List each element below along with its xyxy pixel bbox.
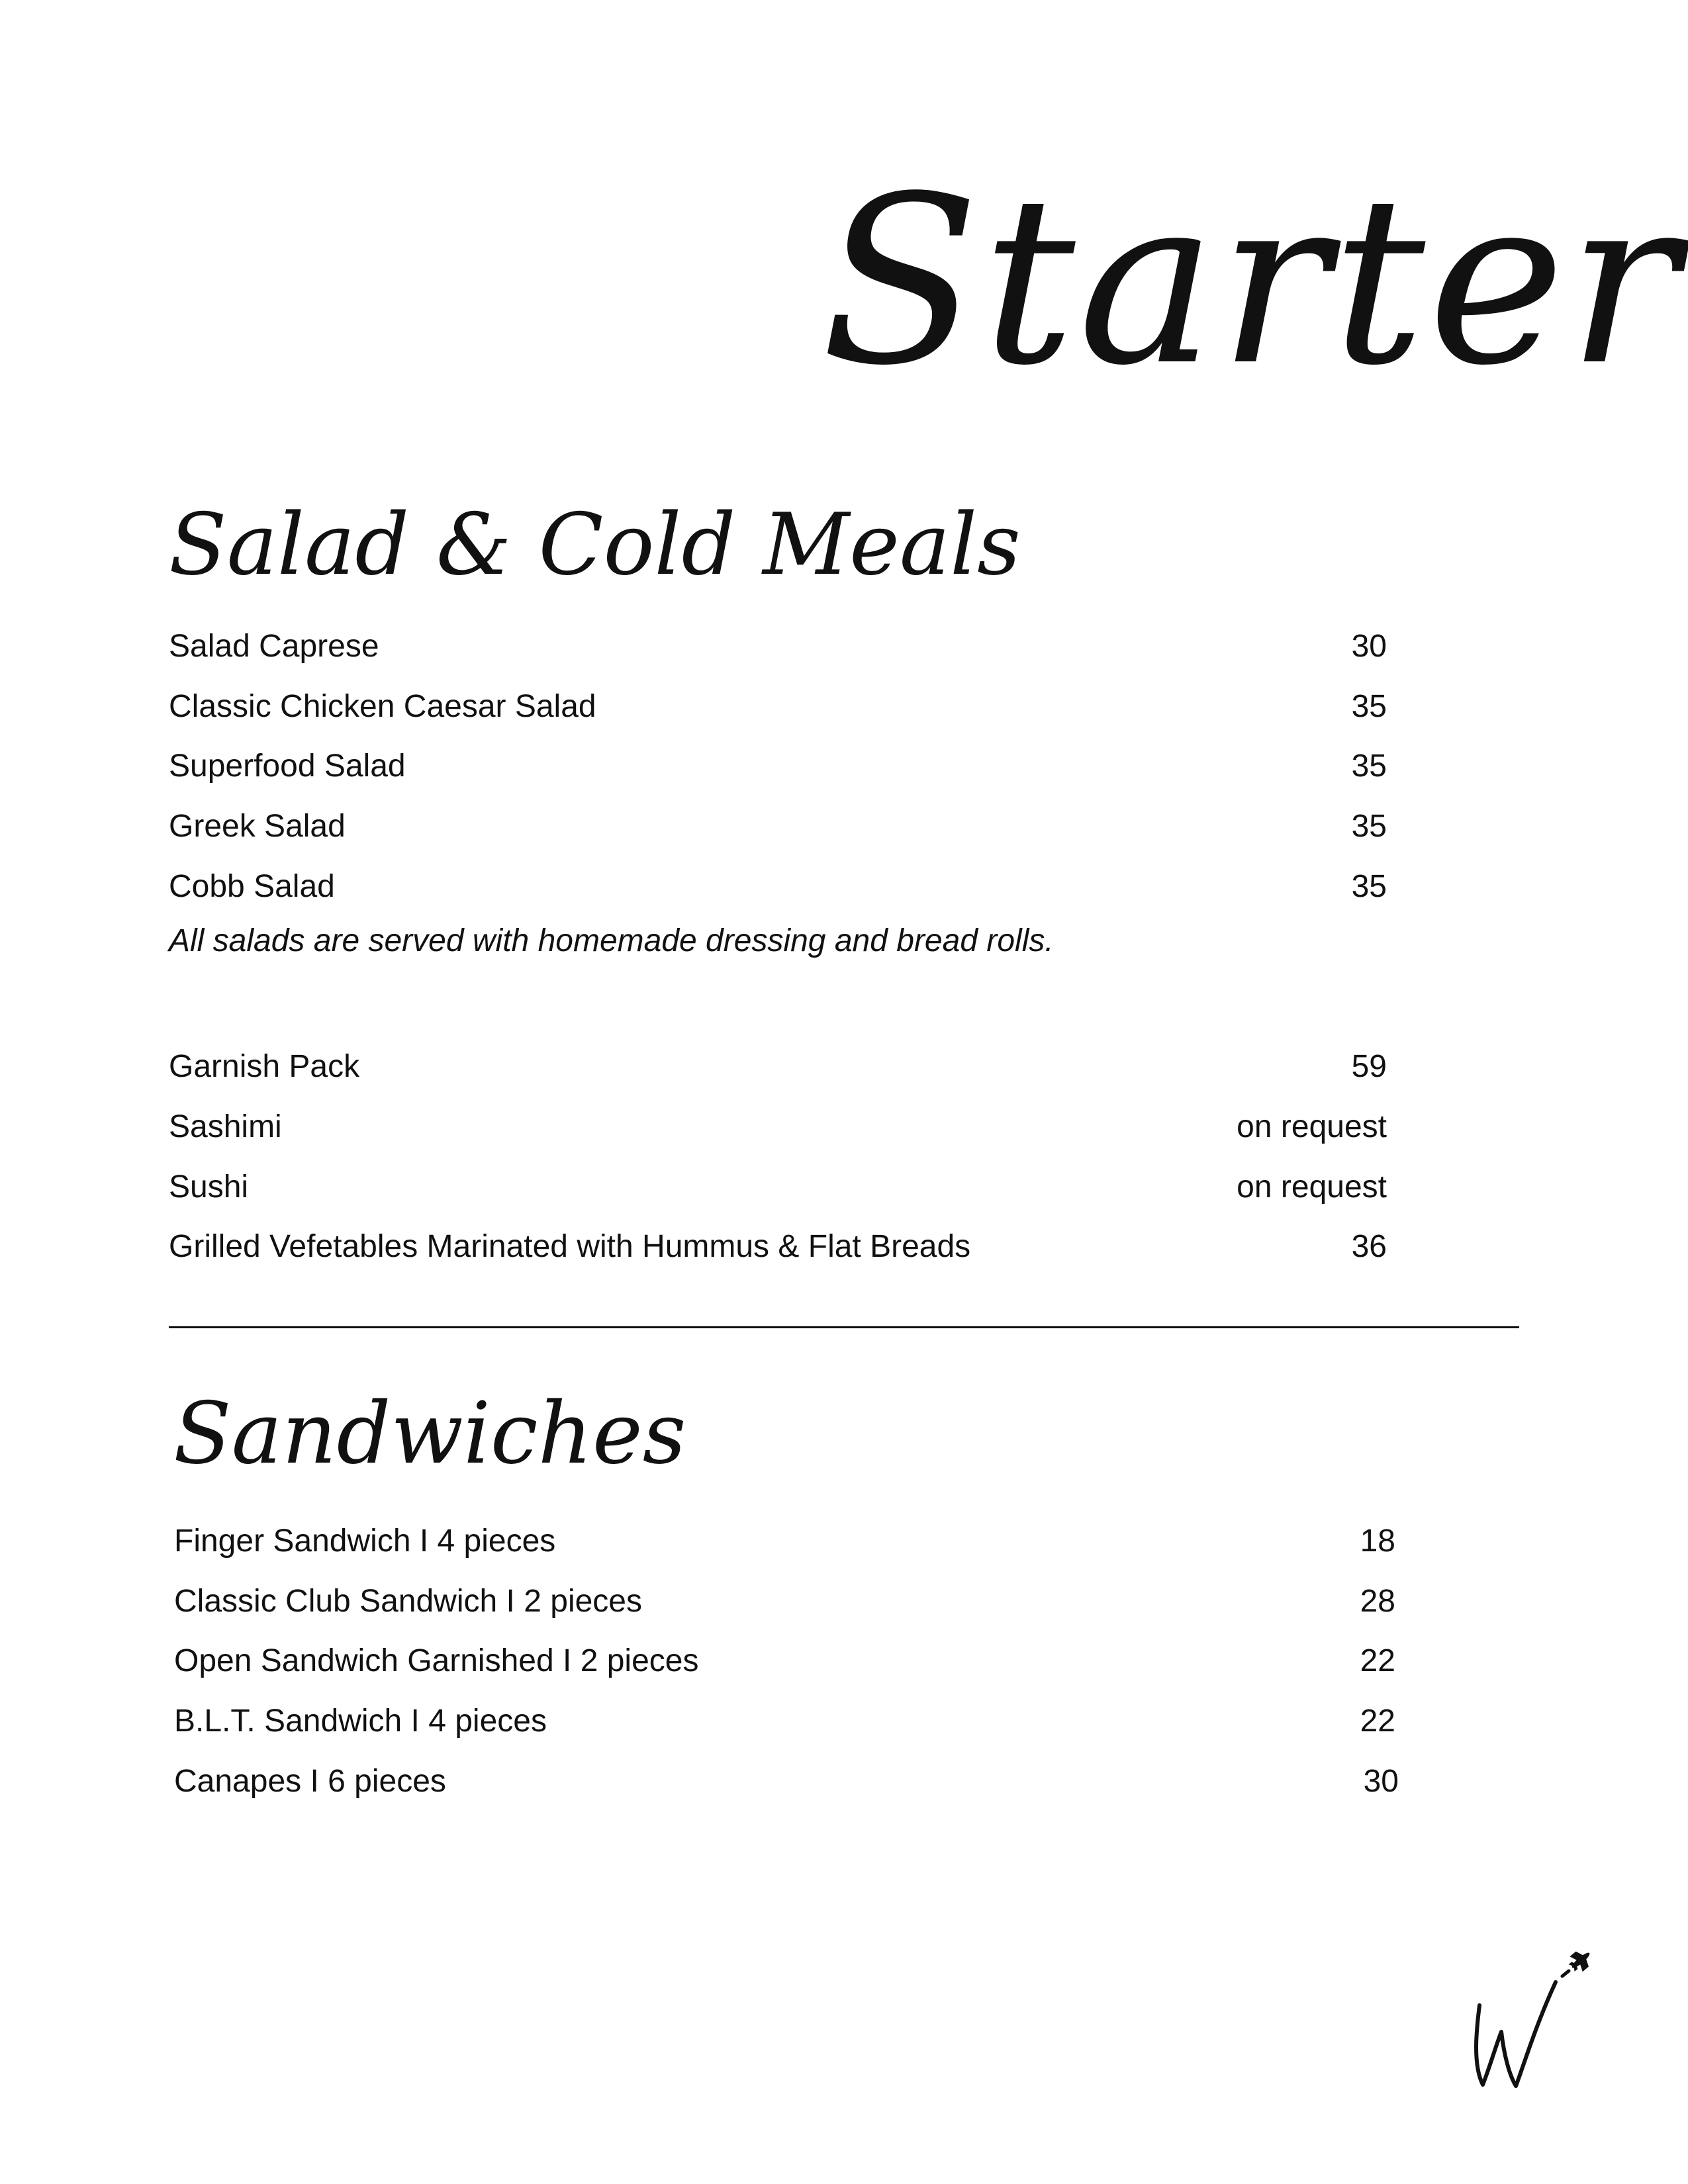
page-title: Starter [821, 146, 1681, 416]
menu-item-name: Garnish Pack [169, 1049, 360, 1084]
menu-item-price: 22 [1360, 1643, 1395, 1678]
menu-item-price: 35 [1351, 749, 1387, 784]
section-title-salads: Salad & Cold Meals [169, 496, 1021, 594]
menu-item-price: 59 [1351, 1049, 1387, 1084]
menu-item [169, 866, 1387, 908]
menu-item-name: Classic Chicken Caesar Salad [169, 689, 596, 724]
menu-item-price: on request [1237, 1169, 1387, 1205]
menu-item-name: Finger Sandwich I 4 pieces [174, 1524, 556, 1559]
menu-item-price: 35 [1351, 809, 1387, 844]
menu-item-name: Sashimi [169, 1109, 282, 1144]
menu-item-name: B.L.T. Sandwich I 4 pieces [174, 1704, 547, 1739]
menu-item-price: 18 [1360, 1524, 1395, 1559]
menu-item-name: Classic Club Sandwich I 2 pieces [174, 1584, 642, 1619]
menu-item-price: 35 [1351, 689, 1387, 724]
section-divider [169, 1326, 1519, 1328]
menu-item [174, 1760, 1399, 1803]
menu-item [174, 1700, 1395, 1743]
menu-item-name: Grilled Vefetables Marinated with Hummus & Flat Breads [169, 1229, 971, 1264]
section-title-sandwiches: Sandwiches [173, 1385, 686, 1483]
menu-item-price: on request [1237, 1109, 1387, 1144]
menu-item [169, 686, 1387, 728]
menu-item [169, 1166, 1387, 1208]
menu-item [169, 805, 1387, 848]
menu-item [169, 1226, 1387, 1268]
menu-item-name: Superfood Salad [169, 749, 406, 784]
menu-item-name: Greek Salad [169, 809, 346, 844]
menu-item-name: Canapes I 6 pieces [174, 1764, 446, 1799]
menu-item-name: Salad Caprese [169, 629, 379, 664]
menu-item-name: Cobb Salad [169, 869, 335, 904]
menu-item-price: 28 [1360, 1584, 1395, 1619]
menu-item [169, 745, 1387, 788]
menu-item-price: 35 [1351, 869, 1387, 904]
menu-item [174, 1520, 1395, 1563]
menu-item [174, 1640, 1395, 1682]
menu-item-price: 36 [1351, 1229, 1387, 1264]
menu-item [174, 1580, 1395, 1623]
menu-item-name: Sushi [169, 1169, 249, 1205]
menu-item [169, 1046, 1387, 1088]
menu-item [169, 1106, 1387, 1148]
menu-item-price: 22 [1360, 1704, 1395, 1739]
w-airplane-logo-icon [1463, 1933, 1595, 2105]
menu-item-name: Open Sandwich Garnished I 2 pieces [174, 1643, 699, 1678]
salads-note: All salads are served with homemade dressing and bread rolls. [169, 923, 1054, 958]
menu-item-price: 30 [1363, 1764, 1399, 1799]
menu-item-price: 30 [1351, 629, 1387, 664]
menu-item [169, 625, 1387, 668]
